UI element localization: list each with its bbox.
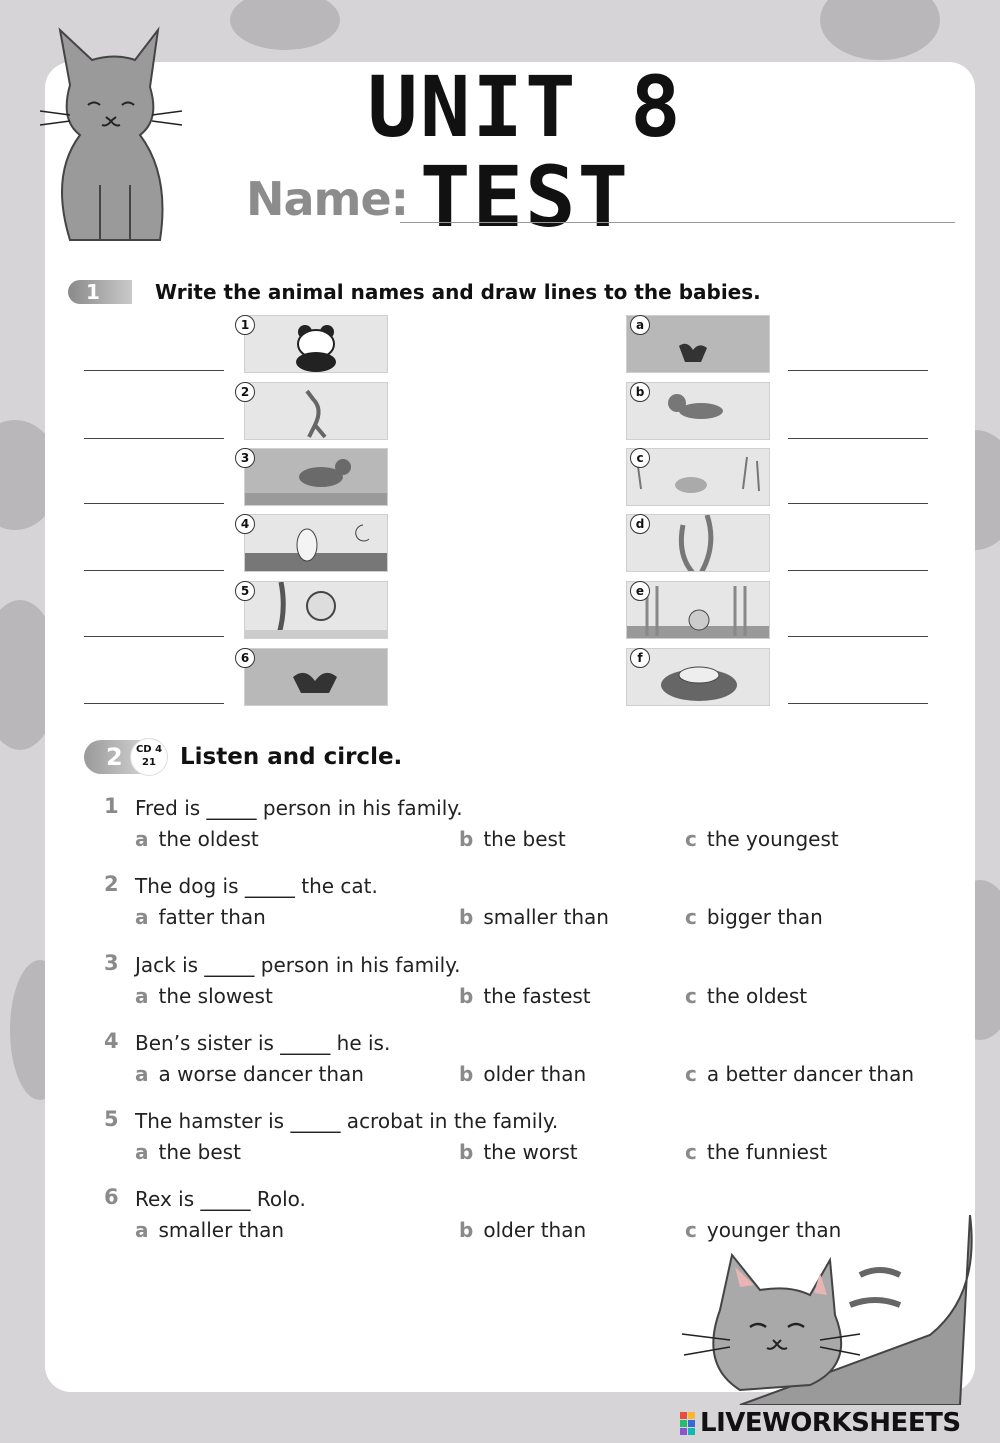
question-number: 3 [104, 951, 119, 975]
picture-5 [244, 581, 388, 639]
picture-number-5: 5 [235, 581, 255, 601]
cd-track-badge [130, 738, 168, 776]
liveworksheets-brand[interactable]: LIVEWORKSHEETS [700, 1408, 961, 1438]
answer-line-d[interactable] [788, 570, 928, 571]
option-letter: a [135, 1140, 149, 1164]
section-1-instruction: Write the animal names and draw lines to the babies. [155, 280, 761, 304]
option-text: a better dancer than [706, 1062, 914, 1086]
option-a[interactable] [135, 1062, 364, 1086]
option-text: the funniest [706, 1140, 828, 1164]
cat-icon [245, 515, 388, 572]
answer-line-b[interactable] [788, 438, 928, 439]
question-text: The dog is _____ the cat. [135, 874, 378, 898]
answer-line-2[interactable] [84, 438, 224, 439]
lying-cat-icon [680, 1215, 980, 1405]
option-c[interactable] [685, 1140, 827, 1164]
option-letter: c [685, 1140, 697, 1164]
option-text: smaller than [158, 1218, 285, 1242]
option-text: the oldest [158, 827, 259, 851]
dog-icon [245, 449, 388, 506]
option-c[interactable] [685, 1062, 914, 1086]
option-text: the youngest [706, 827, 839, 851]
option-letter: b [459, 1062, 474, 1086]
liveworksheets-logo-icon [680, 1412, 696, 1436]
background-paw [230, 0, 340, 50]
option-letter: a [135, 984, 149, 1008]
option-letter: b [459, 905, 474, 929]
option-letter: a [135, 827, 149, 851]
picture-letter-f: f [630, 648, 650, 668]
question-text: Fred is _____ person in his family. [135, 796, 463, 820]
option-letter: c [685, 1218, 697, 1242]
option-text: younger than [706, 1218, 842, 1242]
answer-line-5[interactable] [84, 636, 224, 637]
picture-6 [244, 648, 388, 706]
option-letter: a [135, 905, 149, 929]
option-letter: b [459, 827, 474, 851]
option-text: the slowest [158, 984, 273, 1008]
answer-line-a[interactable] [788, 370, 928, 371]
name-label: Name: [246, 172, 409, 226]
section-2-badge: 2 [84, 740, 144, 774]
option-b[interactable] [459, 1140, 578, 1164]
cat-illustration-icon [30, 25, 190, 255]
option-letter: c [685, 905, 697, 929]
picture-letter-a: a [630, 315, 650, 335]
question-number: 6 [104, 1185, 119, 1209]
option-letter: b [459, 1140, 474, 1164]
option-b[interactable] [459, 905, 609, 929]
option-letter: a [135, 1218, 149, 1242]
option-a[interactable] [135, 905, 266, 929]
option-a[interactable] [135, 1140, 241, 1164]
name-field[interactable] [400, 222, 955, 223]
picture-number-3: 3 [235, 448, 255, 468]
option-b[interactable] [459, 984, 591, 1008]
answer-line-6[interactable] [84, 703, 224, 704]
option-letter: a [135, 1062, 149, 1086]
option-text: bigger than [706, 905, 823, 929]
option-letter: b [459, 984, 474, 1008]
option-c[interactable] [685, 905, 823, 929]
answer-line-1[interactable] [84, 370, 224, 371]
picture-4 [244, 514, 388, 572]
bat-icon [245, 649, 388, 706]
option-text: the best [483, 827, 566, 851]
option-a[interactable] [135, 984, 273, 1008]
picture-letter-e: e [630, 581, 650, 601]
question-number: 1 [104, 794, 119, 818]
question-number: 4 [104, 1029, 119, 1053]
option-letter: c [685, 1062, 697, 1086]
option-text: older than [483, 1218, 587, 1242]
answer-line-c[interactable] [788, 503, 928, 504]
option-letter: c [685, 984, 697, 1008]
option-text: the fastest [483, 984, 591, 1008]
option-letter: b [459, 1218, 474, 1242]
answer-line-e[interactable] [788, 636, 928, 637]
picture-number-1: 1 [235, 315, 255, 335]
option-text: the worst [483, 1140, 578, 1164]
question-text: Ben’s sister is _____ he is. [135, 1031, 391, 1055]
option-c[interactable] [685, 984, 807, 1008]
option-text: the oldest [706, 984, 808, 1008]
question-number: 2 [104, 872, 119, 896]
question-number: 5 [104, 1107, 119, 1131]
background-paw [820, 0, 940, 60]
picture-2 [244, 382, 388, 440]
option-b[interactable] [459, 1218, 586, 1242]
section-1-badge: 1 [68, 280, 132, 304]
option-text: fatter than [158, 905, 266, 929]
answer-line-4[interactable] [84, 570, 224, 571]
picture-letter-b: b [630, 382, 650, 402]
option-text: a worse dancer than [158, 1062, 364, 1086]
lion-icon [245, 582, 388, 639]
option-b[interactable] [459, 1062, 586, 1086]
answer-line-3[interactable] [84, 503, 224, 504]
option-text: the best [158, 1140, 241, 1164]
picture-number-4: 4 [235, 514, 255, 534]
option-a[interactable] [135, 827, 259, 851]
answer-line-f[interactable] [788, 703, 928, 704]
option-b[interactable] [459, 827, 566, 851]
cd-label: CD 4 [135, 744, 163, 755]
picture-number-2: 2 [235, 382, 255, 402]
picture-1 [244, 315, 388, 373]
kangaroo-icon [245, 383, 388, 440]
option-text: smaller than [483, 905, 609, 929]
picture-number-6: 6 [235, 648, 255, 668]
section-2-instruction: Listen and circle. [180, 744, 403, 770]
option-text: older than [483, 1062, 587, 1086]
option-a[interactable] [135, 1218, 284, 1242]
option-letter: c [685, 827, 697, 851]
option-c[interactable] [685, 827, 839, 851]
picture-3 [244, 448, 388, 506]
picture-letter-d: d [630, 514, 650, 534]
panda-icon [245, 316, 388, 373]
page-title: UNIT 8 TEST [367, 58, 683, 246]
question-text: Jack is _____ person in his family. [135, 953, 461, 977]
cd-track-number: 21 [142, 757, 156, 768]
question-text: Rex is _____ Rolo. [135, 1187, 306, 1211]
question-text: The hamster is _____ acrobat in the family. [135, 1109, 559, 1133]
picture-letter-c: c [630, 448, 650, 468]
